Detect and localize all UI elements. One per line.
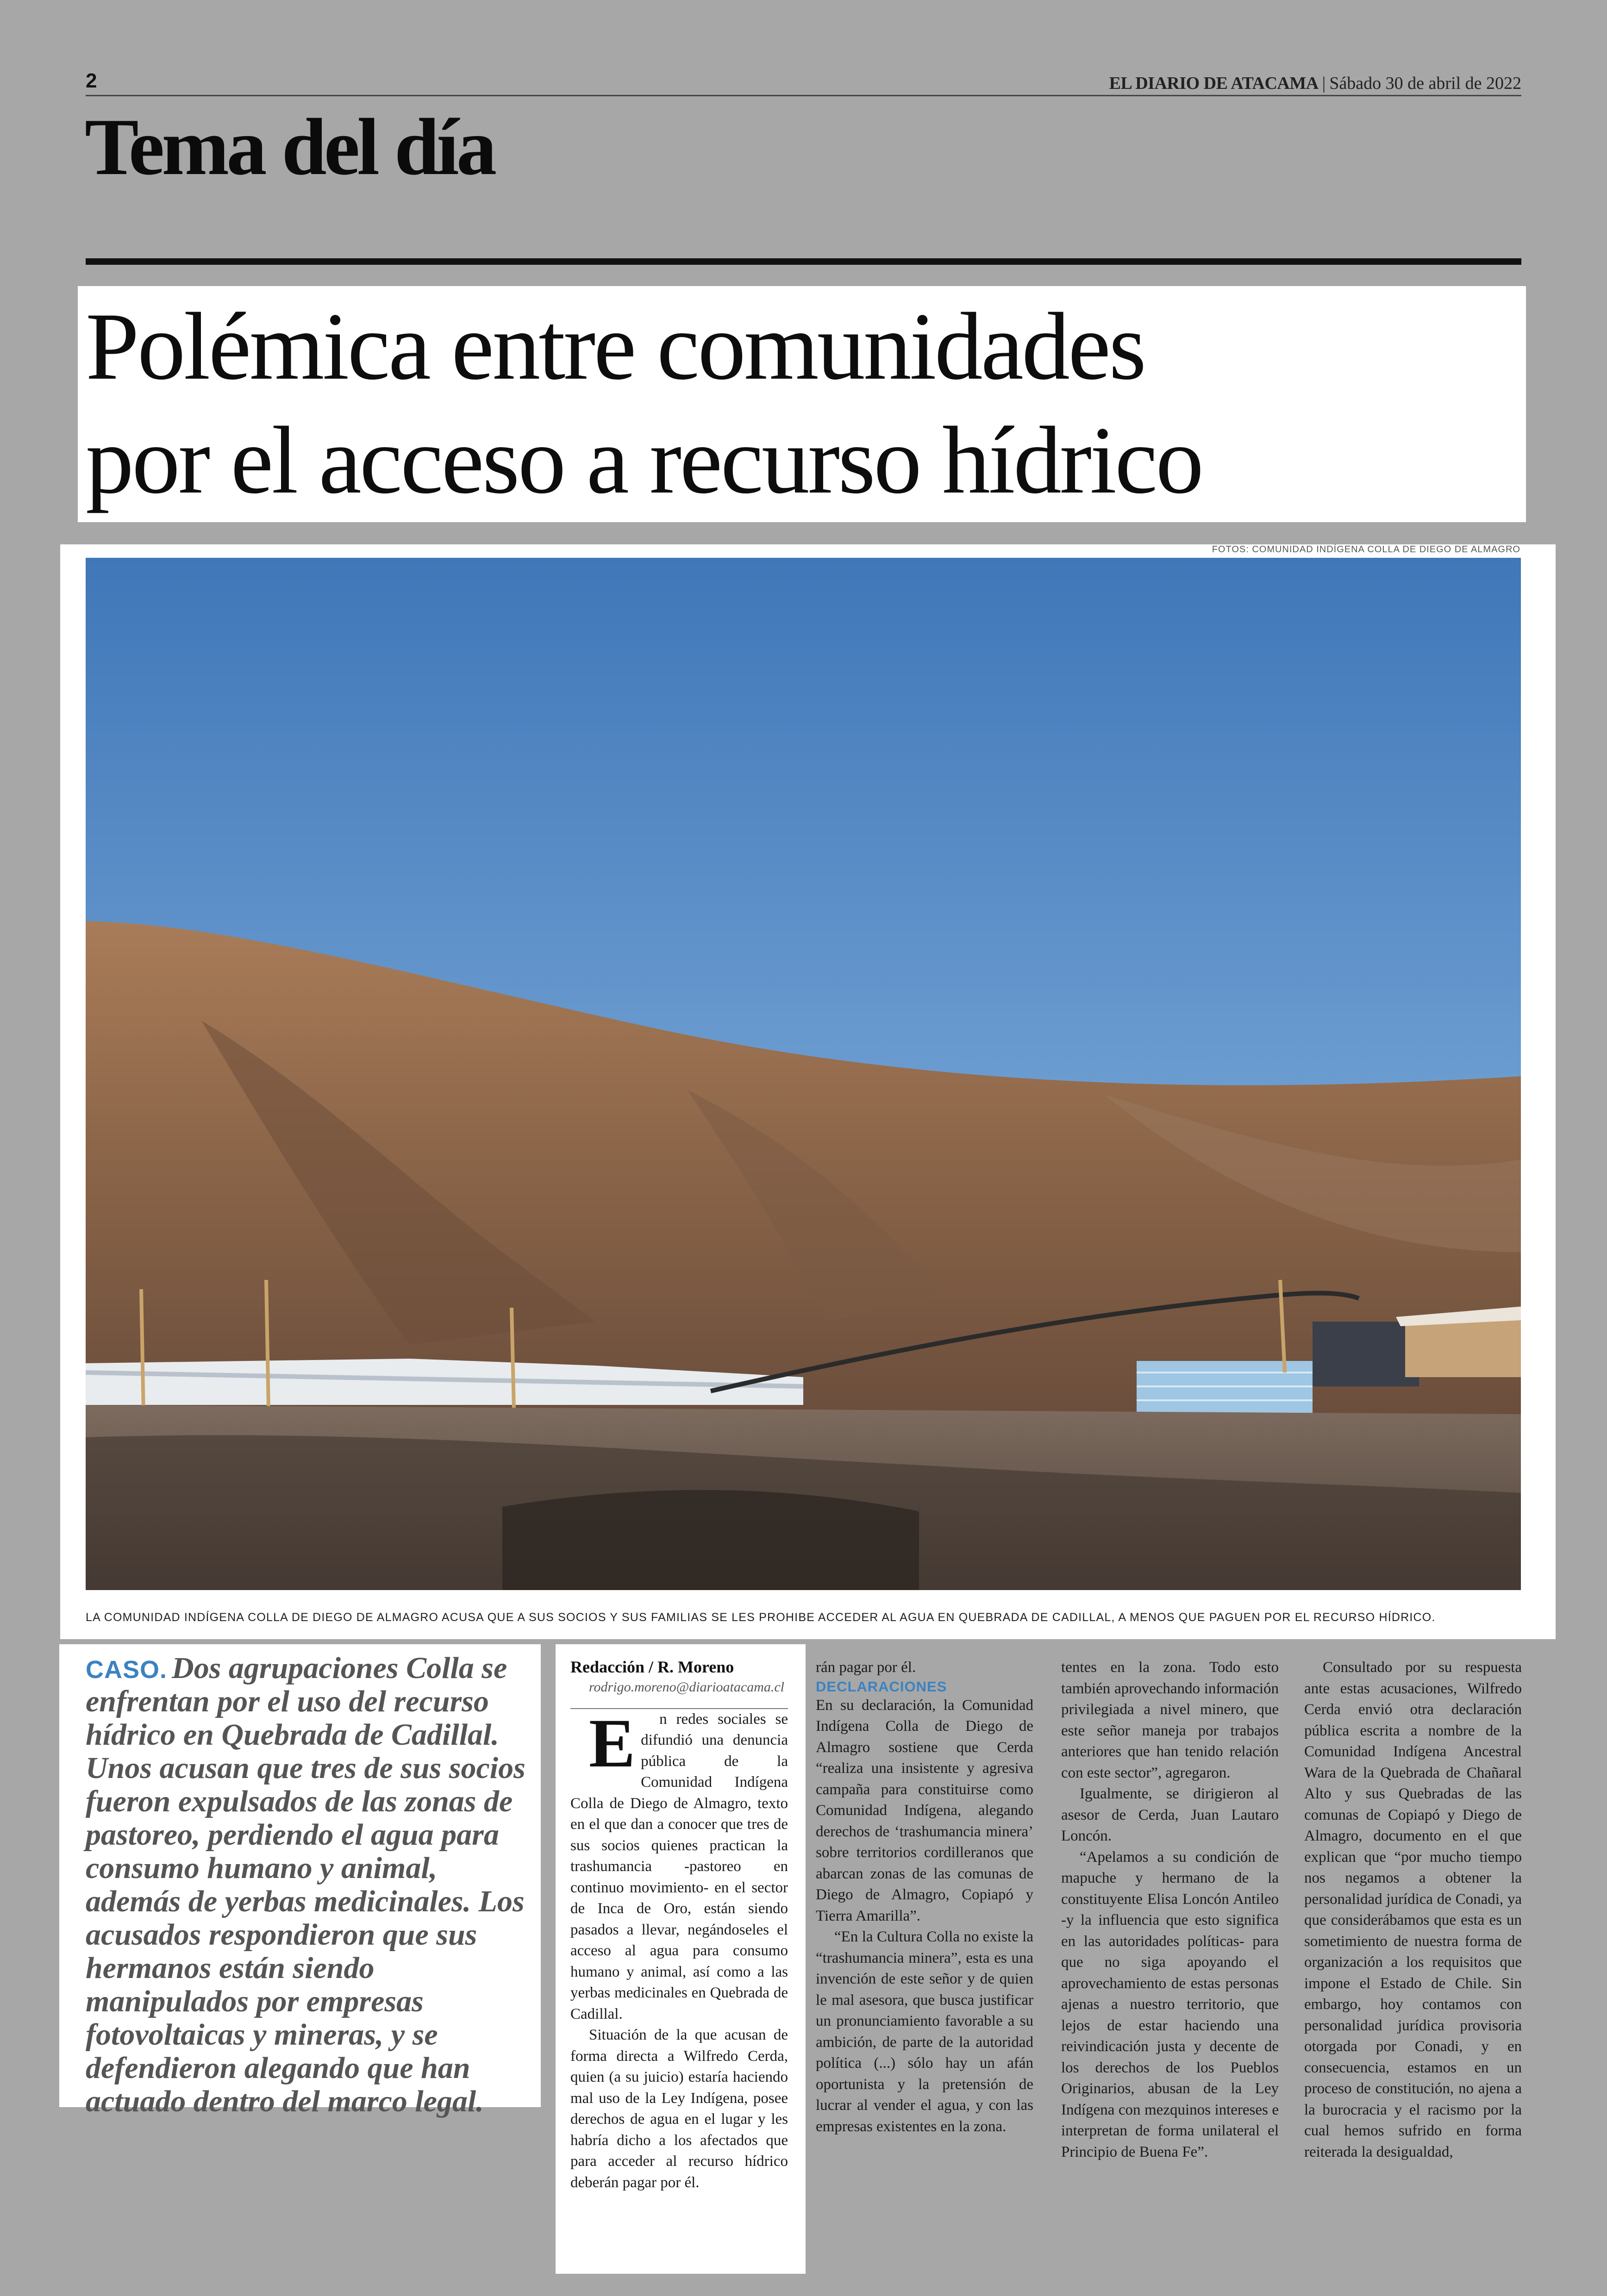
- issue-date: Sábado 30 de abril de 2022: [1329, 74, 1521, 93]
- header-rule: [86, 95, 1521, 96]
- article-paragraph: rán pagar por él.: [816, 1659, 916, 1676]
- lead-text: Dos agrupaciones Colla se enfrentan por el uso del recurso hídrico en Quebrada de Cadillal. Unos acusan que tres de sus socios fueron expulsados de las zonas de pastoreo, perdiendo el agua para consumo humano y animal, además de yerbas medicinales. Los acusados respondieron que sus hermanos están siendo manipulados por empresas fotovoltaicas y mineras, y se defendieron alegando que han actuado dentro del marco legal.: [86, 1651, 525, 2118]
- article-column-2: [816, 1657, 1033, 2137]
- main-photo: [86, 558, 1521, 1590]
- drop-cap: E: [589, 1704, 636, 1782]
- subheading: DECLARACIONES: [816, 1678, 947, 1695]
- article-paragraph: “Apelamos a su condición de mapuche y hermano de la constituyente Elisa Loncón Antileo -y la influencia que esto significa en las autoridades políticas- para que no siga apoyando el aprovechamiento de estas personas ajenas a nuestro territorio, que lejos de estar haciendo una reivindicación justa y decente de los derechos de los Pueblos Originarios, abusan de la Ley Indígena con mezquinos intereses e interpretan de forma unilateral el Principio de Buena Fe”.: [1061, 1848, 1279, 2160]
- article-paragraph: E n redes sociales se difundió una denuncia pública de la Comunidad Indígena Colla de Diego de Almagro, texto en el que dan a conocer que tres de sus socios quienes practican la trashumancia -pastoreo en continuo movimiento- en el sector de Inca de Oro, están siendo pasados a llevar, negándoseles el acceso al agua para consumo humano y animal, así como a las yerbas medicinales en Quebrada de Cadillal.: [570, 1704, 788, 2022]
- photo-caption: LA COMUNIDAD INDÍGENA COLLA DE DIEGO DE ALMAGRO ACUSA QUE A SUS SOCIOS Y SUS FAMILIAS SE LES PROHIBE ACCEDER AL AGUA EN QUEBRADA DE CADILLAL, A MENOS QUE PAGUEN POR EL RECURSO HÍDRICO.: [86, 1611, 1436, 1624]
- masthead: [1109, 73, 1521, 94]
- photo-credit: FOTOS: COMUNIDAD INDÍGENA COLLA DE DIEGO DE ALMAGRO: [1212, 544, 1520, 555]
- section-rule: [86, 258, 1521, 265]
- headline: [86, 289, 1521, 517]
- article-column-4: [1304, 1657, 1522, 2163]
- section-title: Tema del día: [85, 102, 494, 192]
- article-paragraph: Consultado por su respuesta ante estas acusaciones, Wilfredo Cerda envió otra declaración pública escrita a nombre de la Comunidad Indígena Ancestral Wara de la Quebrada de Chañaral Alto y sus Quebradas de las comunas de Copiapó y Diego de Almagro, documento en el que explican que “por mucho tiempo nos negamos a obtener la personalidad jurídica de Conadi, ya que considerábamos que esta es un sometimiento de nuestra forma de organización a los requisitos que impone el Estado de Chile. Sin embargo, hoy contamos con personalidad jurídica provisoria otorgada por Conadi, y en consecuencia, estamos en un proceso de constitución, no ajena a la burocracia y el racismo por la cual hemos sufrido en forma reiterada la desigualdad,: [1304, 1659, 1522, 2160]
- page-number: 2: [86, 69, 97, 92]
- lead-summary: [86, 1652, 530, 2118]
- byline: Redacción / R. Moreno: [570, 1658, 734, 1676]
- lead-label: CASO.: [86, 1656, 168, 1684]
- article-paragraph: Situación de la que acusan de forma directa a Wilfredo Cerda, quien (a su juicio) estaría haciendo mal uso de la Ley Indígena, posee derechos de agua en el lugar y les habría dicho a los afectados que para acceder al recurso hídrico deberán pagar por él.: [570, 2027, 788, 2191]
- publication-name: EL DIARIO DE ATACAMA: [1109, 74, 1319, 93]
- article-paragraph: “En la Cultura Colla no existe la “trashumancia minera”, esta es una invención de este señor y de quien le mal asesora, que busca justificar un pronunciamiento favorable a su ambición, de parte de la autoridad política (...) sólo hay un afán oportunista y la pretensión de lucrar al vender el agua, y con las empresas existentes en la zona.: [816, 1928, 1033, 2135]
- article-paragraph: En su declaración, la Comunidad Indígena Colla de Diego de Almagro sostiene que Cerda “realiza una insistente y agresiva campaña para constituirse como Comunidad Indígena, alegando derechos de ‘trashumancia minera’ sobre territorios cordilleranos que abarcan zonas de las comunas de Diego de Almagro, Copiapó y Tierra Amarilla”.: [816, 1697, 1033, 1924]
- author-email[interactable]: rodrigo.moreno@diarioatacama.cl: [570, 1677, 788, 1709]
- article-column-1: [570, 1657, 788, 2193]
- article-column-3: [1061, 1657, 1279, 2163]
- headline-line-1: Polémica entre comunidades: [86, 293, 1145, 399]
- article-paragraph: tentes en la zona. Todo esto también aprovechando información privilegiada a nivel minero, que este señor maneja por trabajos anteriores que han tenido relación con este sector”, agregaron.: [1061, 1659, 1279, 1781]
- landscape-illustration: [86, 558, 1521, 1590]
- headline-line-2: por el acceso a recurso hídrico: [86, 407, 1202, 513]
- article-paragraph: Igualmente, se dirigieron al asesor de Cerda, Juan Lautaro Loncón.: [1061, 1785, 1279, 1844]
- masthead-separator: |: [1322, 74, 1326, 93]
